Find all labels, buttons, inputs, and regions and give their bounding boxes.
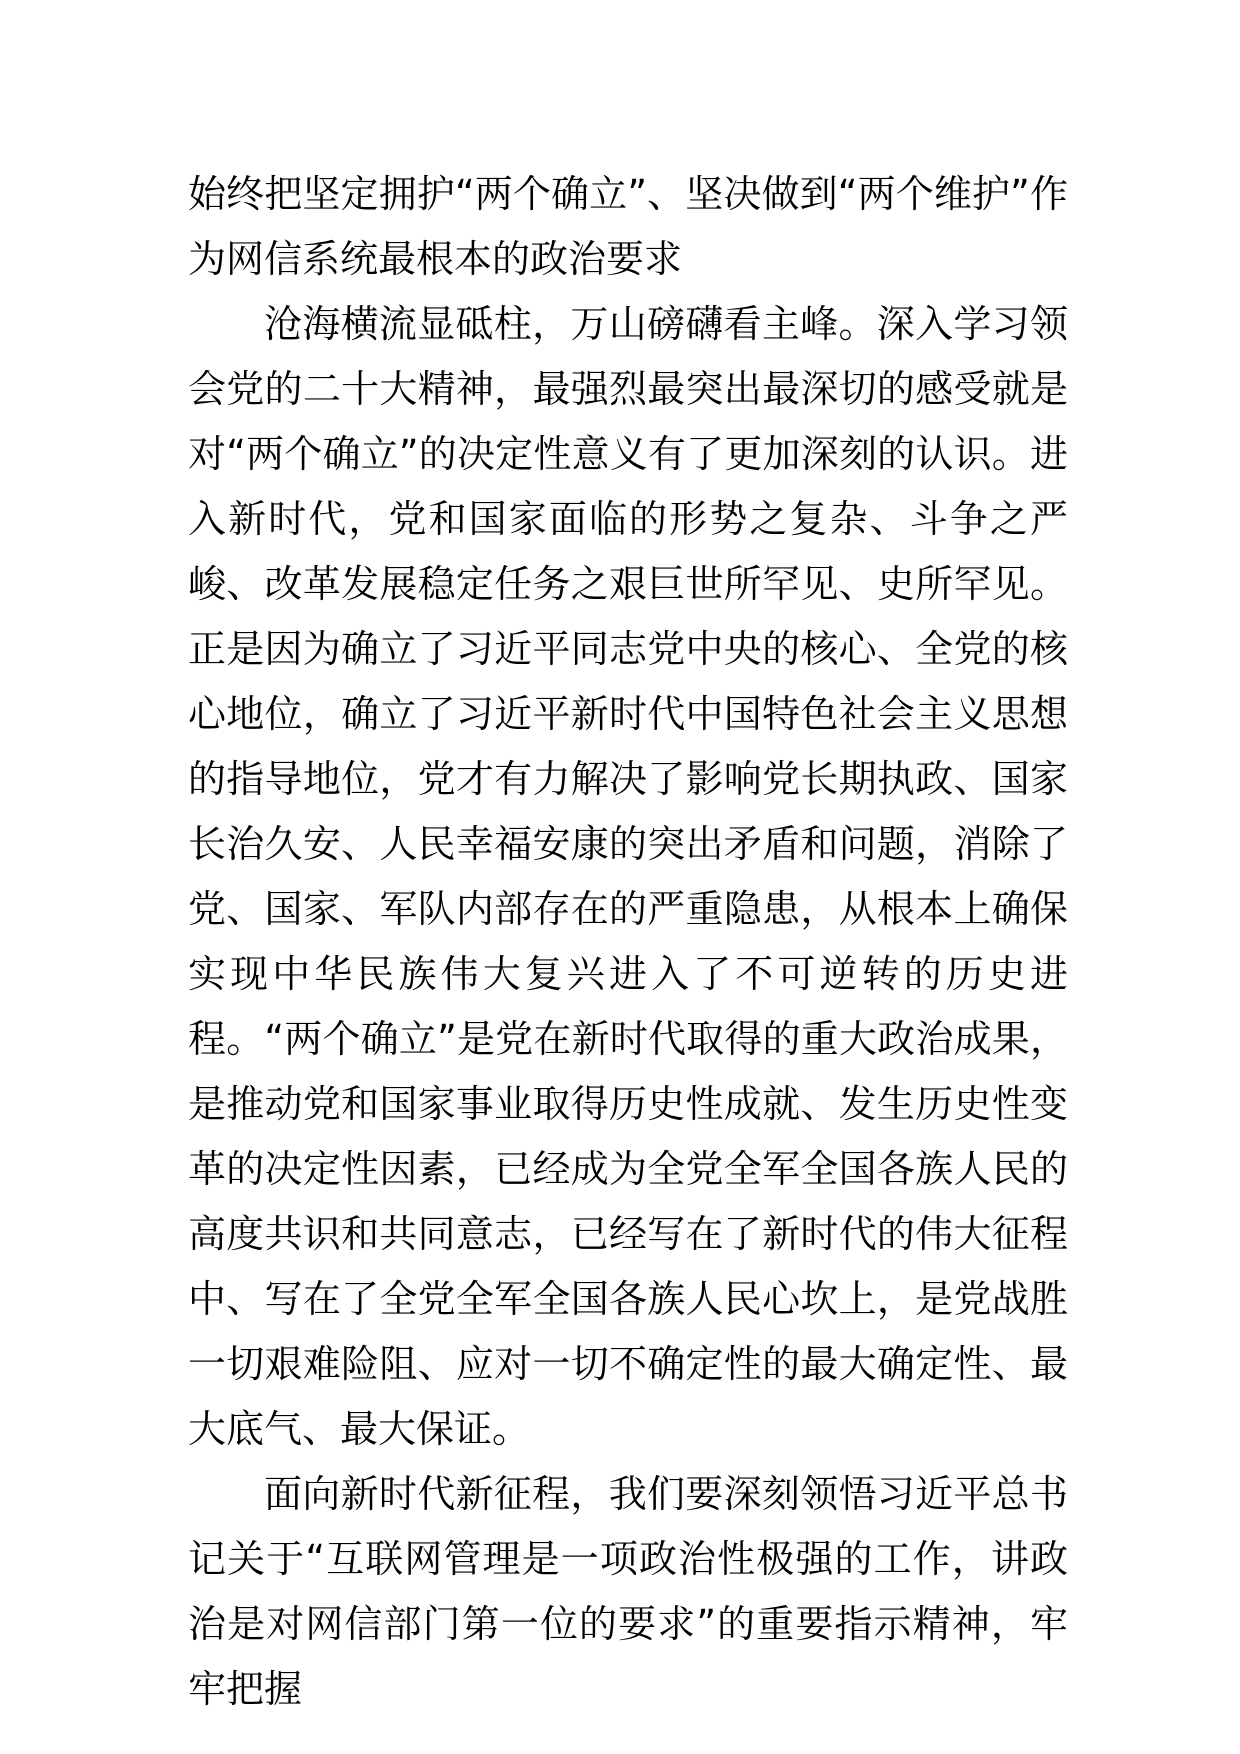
section-heading: 始终把坚定拥护“两个确立”、坚决做到“两个维护”作为网信系统最根本的政治要求: [188, 172, 1068, 281]
document-body: [188, 162, 1068, 1722]
paragraph-2: 面向新时代新征程，我们要深刻领悟习近平总书记关于“互联网管理是一项政治性极强的工作，讲政治是对网信部门第一位的要求”的重要指示精神，牢牢把握: [188, 1472, 1068, 1711]
paragraph-1: 沧海横流显砥柱，万山磅礴看主峰。深入学习领会党的二十大精神，最强烈最突出最深切的感受就是对“两个确立”的决定性意义有了更加深刻的认识。进入新时代，党和国家面临的形势之复杂、斗争之严峻、改革发展稳定任务之艰巨世所罕见、史所罕见。正是因为确立了习近平同志党中央的核心、全党的核心地位，确立了习近平新时代中国特色社会主义思想的指导地位，党才有力解决了影响党长期执政、国家长治久安、人民幸福安康的突出矛盾和问题，消除了党、国家、军队内部存在的严重隐患，从根本上确保实现中华民族伟大复兴进入了不可逆转的历史进程。“两个确立”是党在新时代取得的重大政治成果，是推动党和国家事业取得历史性成就、发生历史性变革的决定性因素，已经成为全党全军全国各族人民的高度共识和共同意志，已经写在了新时代的伟大征程中、写在了全党全军全国各族人民心坎上，是党战胜一切艰难险阻、应对一切不确定性的最大确定性、最大底气、最大保证。: [188, 302, 1068, 1451]
